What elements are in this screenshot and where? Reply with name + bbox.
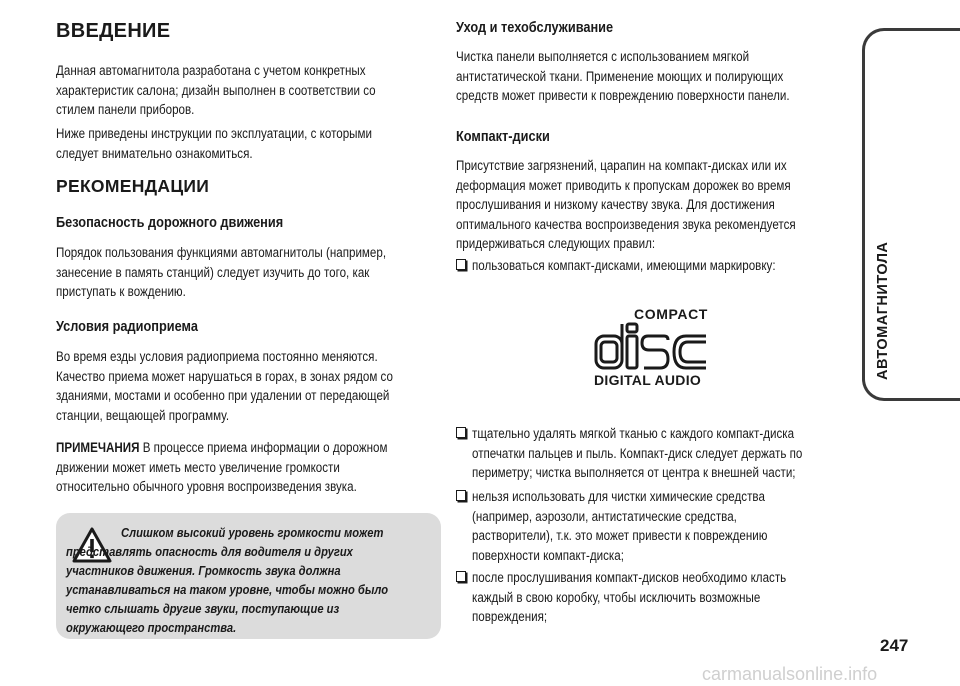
cd-heading: Компакт-диски — [456, 129, 550, 145]
note-paragraph — [56, 438, 441, 497]
bullet-text-1: пользоваться компакт-дисками, имеющими маркировку: — [472, 258, 776, 273]
radio-heading: Условия радиоприема — [56, 319, 198, 335]
cd-paragraph: Присутствие загрязнений, царапин на компакт-дисках или их деформация может приводить к пропускам дорожек во время прослушивания и низкому качеству звука. Для достижения оптимального качества воспроизведения звука рекомендуется придерживаться следующих правил: — [456, 158, 796, 251]
safety-heading: Безопасность дорожного движения — [56, 215, 284, 231]
watermark-text: carmanualsonline.info — [702, 664, 878, 684]
intro-heading: ВВЕДЕНИЕ — [56, 20, 171, 42]
note-line-1: В процессе приема информации о дорожном — [139, 440, 388, 455]
checkbox-bullet-icon — [456, 259, 466, 270]
recommendations-heading: РЕКОМЕНДАЦИИ — [56, 176, 210, 196]
logo-compact-text: COMPACT — [634, 306, 708, 322]
intro-paragraph-1: Данная автомагнитола разработана с учетом конкретных характеристик салона; дизайн выполнен в соответствии со стилем панели приборов. — [56, 63, 376, 117]
checkbox-bullet-icon — [456, 490, 466, 501]
checkbox-bullet-icon — [456, 427, 466, 438]
page-number: 247 — [880, 636, 909, 655]
warning-box — [56, 513, 441, 639]
care-paragraph: Чистка панели выполняется с использованием мягкой антистатической ткани. Применение моющих и полирующих средств может привести к повреждению поверхности панели. — [456, 49, 790, 103]
checkbox-bullet-icon — [456, 571, 466, 582]
note-label: ПРИМЕЧАНИЯ — [56, 440, 140, 455]
care-heading: Уход и техобслуживание — [456, 20, 614, 36]
compact-disc-logo — [594, 306, 724, 388]
bullet-text-4: после прослушивания компакт-дисков необходимо класть каждый в свою коробку, чтобы исключить возможные повреждения; — [472, 570, 787, 624]
bullet-text-2: тщательно удалять мягкой тканью с каждого компакт-диска отпечатки пальцев и пыль. Компакт-диск следует держать по периметру; чистка выполняется от центра к внешней части; — [472, 426, 803, 480]
logo-digital-audio-text: DIGITAL AUDIO — [594, 372, 702, 388]
warning-text: Слишком высокий уровень громкости может представлять опасность для водителя и других участников движения. Громкость звука должна устанавливаться на таком уровне, чтобы можно было четко слышать другие звуки, поступающие из окружающего пространства. — [66, 525, 389, 635]
bullet-text-3: нельзя использовать для чистки химические средства (например, аэрозоли, антистатические средства, растворители), т.к. это может привести к повреждению поверхности компакт-диска; — [472, 489, 768, 563]
safety-paragraph: Порядок пользования функциями автомагнитолы (например, занесение в память станций) следует изучить до того, как приступать к вождению. — [56, 245, 387, 299]
intro-paragraph-2: Ниже приведены инструкции по эксплуатации, с которыми следует внимательно ознакомиться. — [56, 126, 372, 161]
radio-paragraph: Во время езды условия радиоприема постоянно меняются. Качество приема может нарушаться в горах, в зонах рядом со зданиями, мостами и особенно при удалении от передающей станции, вещающей программу. — [56, 349, 393, 423]
logo-disc-wordmark — [594, 322, 724, 372]
note-rest: движении может иметь место увеличение громкости относительно обычного уровня воспроизведения звука. — [56, 459, 357, 494]
chapter-tab-label: АВТОМАГНИТОЛА — [875, 241, 891, 380]
